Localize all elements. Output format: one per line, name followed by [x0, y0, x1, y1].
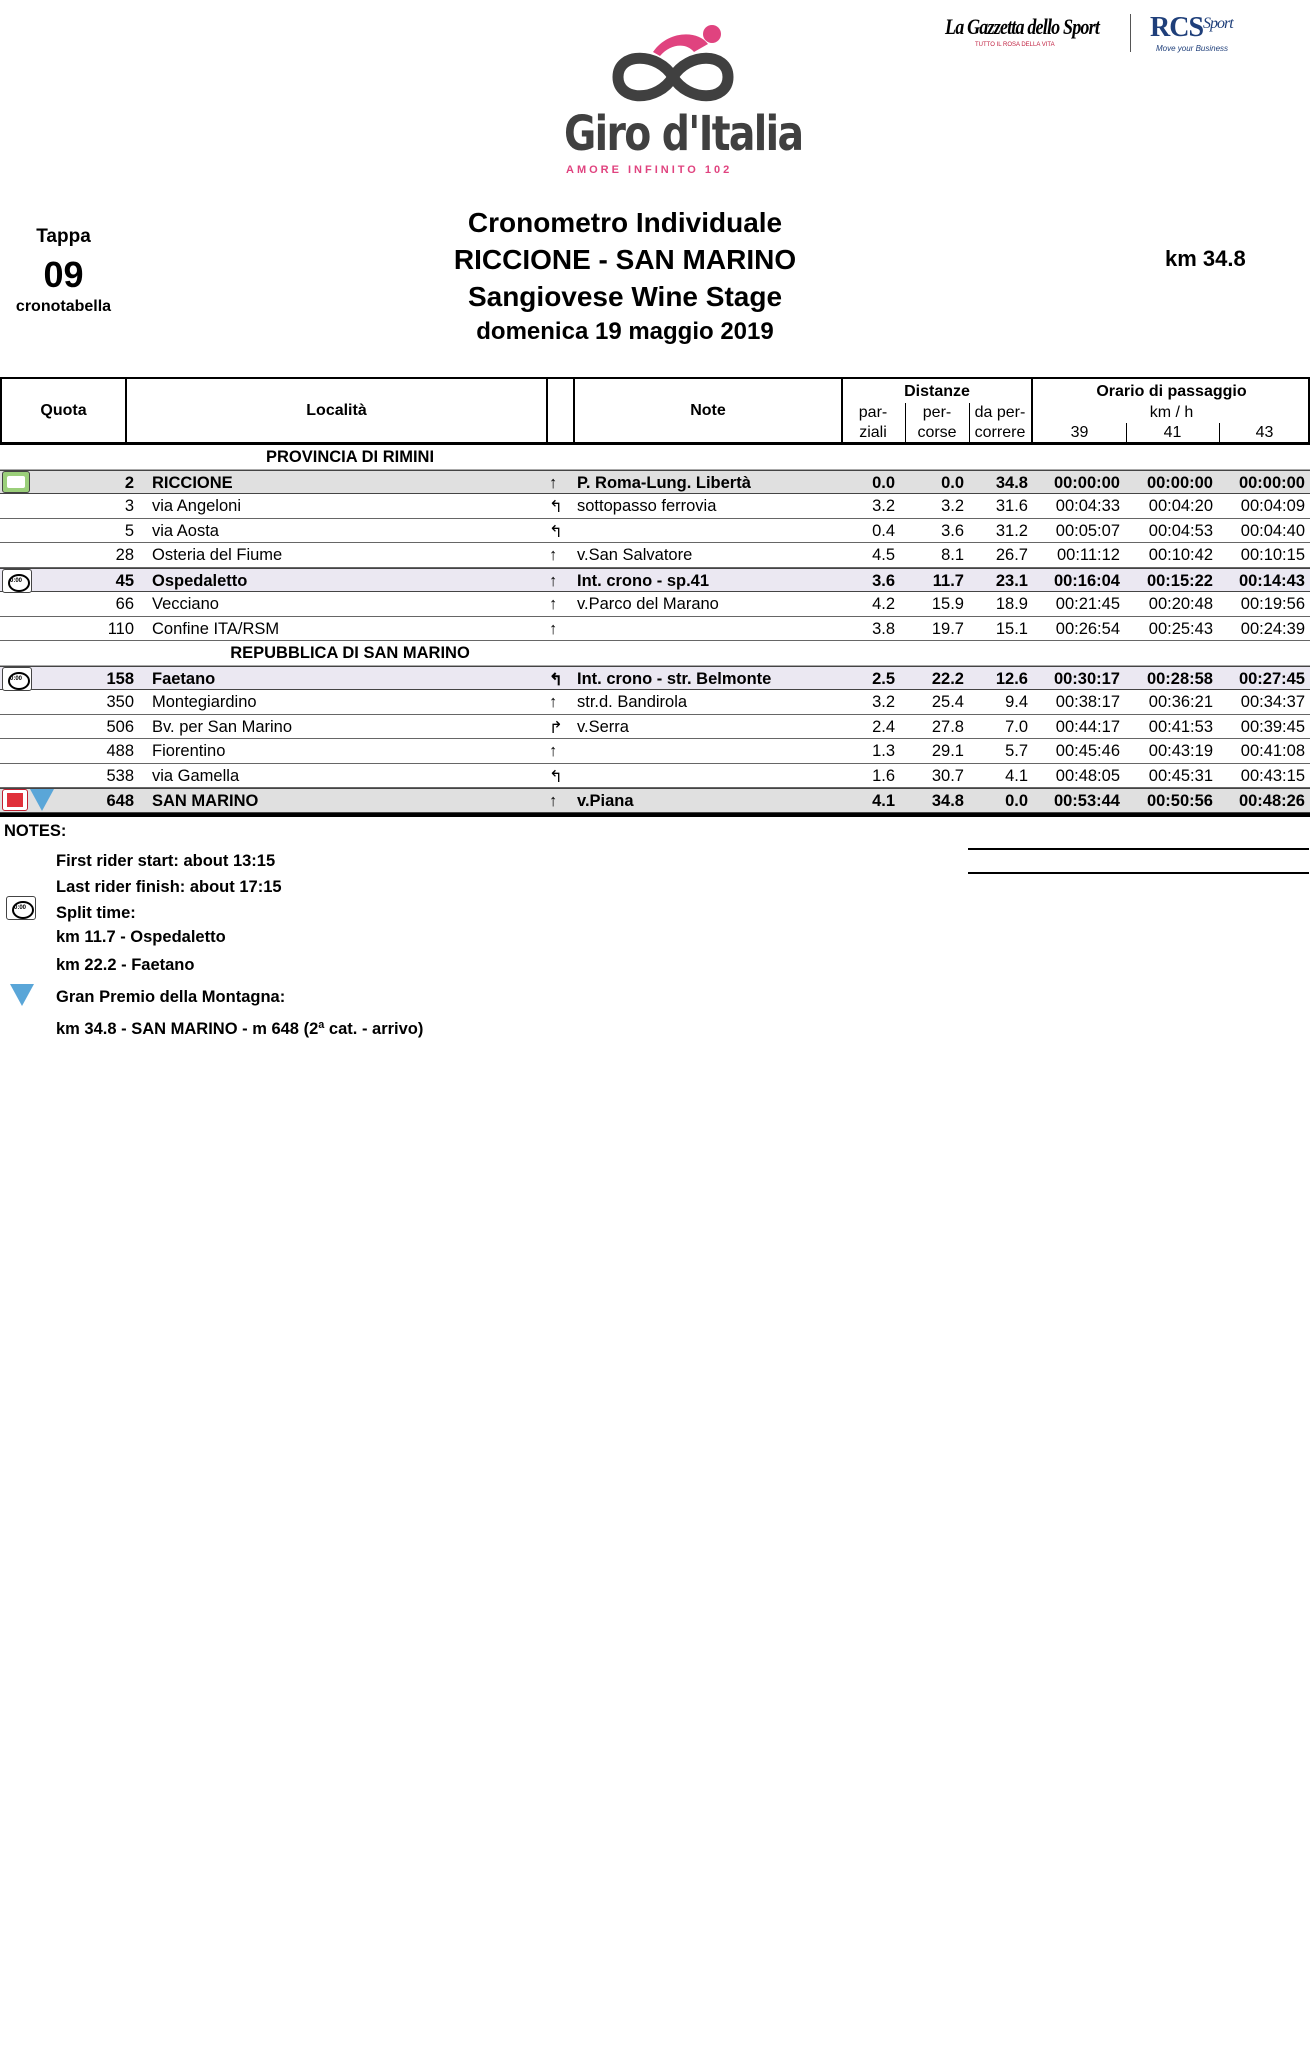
region-label: PROVINCIA DI RIMINI: [265, 448, 435, 466]
gazzetta-brand: La Gazzetta dello Sport: [945, 14, 1100, 39]
cell-parziali: 4.2: [872, 595, 895, 613]
stage-number: 09: [43, 254, 84, 295]
cell-time-43: 00:27:45: [1238, 669, 1305, 688]
cell-quota: 5: [124, 521, 134, 540]
cell-localita: Montegiardino: [152, 693, 257, 711]
cell-da-percorrere: 15.1: [995, 619, 1028, 638]
cell-time-41: 00:28:58: [1146, 669, 1213, 688]
header-speed-41: 41: [1163, 424, 1182, 441]
table-row: [0, 764, 1310, 789]
cell-da-percorrere: 4.1: [1005, 766, 1028, 785]
gpm-triangle-icon: [10, 984, 34, 1006]
cell-parziali: 3.2: [872, 497, 895, 515]
cell-note: P. Roma-Lung. Libertà: [577, 473, 751, 492]
rcs-logo: [1150, 12, 1245, 56]
cell-parziali: 1.6: [872, 766, 895, 785]
cell-localita: Confine ITA/RSM: [152, 619, 280, 638]
cell-time-39: 00:00:00: [1053, 473, 1120, 492]
header-percorse-1: per-: [922, 404, 952, 421]
stage-date: domenica 19 maggio 2019: [476, 318, 774, 345]
table-row: [0, 543, 1310, 568]
cell-localita: RICCIONE: [152, 473, 233, 492]
cell-parziali: 3.2: [872, 693, 895, 711]
note-gpm-1: km 34.8 - SAN MARINO - m 648 (2ª cat. - arrivo): [56, 1020, 424, 1038]
cell-time-43: 00:04:09: [1240, 497, 1305, 515]
cell-percorse: 15.9: [931, 595, 964, 613]
direction-arrow-icon: ↑: [549, 473, 558, 492]
cell-time-41: 00:45:31: [1148, 766, 1213, 785]
cell-time-43: 00:41:08: [1240, 742, 1305, 760]
notes-rule-1: [968, 848, 1309, 850]
cell-localita: via Aosta: [152, 521, 219, 540]
header-kmh: km / h: [1149, 404, 1194, 421]
stage-type: Cronometro Individuale: [467, 207, 783, 238]
cell-time-43: 00:00:00: [1238, 473, 1305, 492]
header-quota: Quota: [40, 402, 87, 419]
cell-quota: 28: [115, 546, 134, 564]
direction-arrow-icon: ↰: [549, 522, 563, 541]
cell-localita: via Angeloni: [152, 497, 241, 515]
cell-quota: 3: [124, 497, 134, 515]
cell-time-39: 00:53:44: [1053, 792, 1120, 810]
finish-gpm-icon: [2, 789, 54, 816]
table-row: [0, 568, 1310, 593]
cell-localita: Bv. per San Marino: [152, 717, 293, 736]
cell-time-39: 00:48:05: [1055, 766, 1120, 785]
direction-arrow-icon: ↑: [549, 792, 558, 810]
cell-note: v.San Salvatore: [577, 546, 693, 564]
direction-arrow-icon: ↑: [549, 595, 558, 613]
cell-parziali: 3.6: [872, 571, 895, 590]
cell-time-39: 00:11:12: [1056, 546, 1120, 564]
table-row: [0, 494, 1310, 519]
cell-time-39: 00:21:45: [1055, 595, 1120, 613]
cell-quota: 488: [106, 742, 134, 760]
table-header: [0, 377, 1310, 445]
header-dapercorrere-2: correre: [974, 424, 1026, 441]
stage-name: Sangiovese Wine Stage: [467, 281, 783, 312]
cell-time-43: 00:19:56: [1240, 595, 1305, 613]
cell-time-41: 00:15:22: [1146, 571, 1213, 590]
cell-da-percorrere: 9.4: [1005, 693, 1028, 711]
cell-quota: 648: [106, 792, 134, 810]
header-percorse-2: corse: [917, 424, 957, 441]
cell-da-percorrere: 31.2: [995, 521, 1028, 540]
giro-logo: [560, 22, 803, 182]
region-row: [0, 445, 1310, 470]
rcs-brand-suffix: Sport: [1203, 15, 1233, 32]
sponsor-divider: [1130, 14, 1131, 52]
table-row: [0, 715, 1310, 740]
cell-percorse: 8.1: [941, 546, 964, 564]
cell-parziali: 4.1: [872, 792, 895, 810]
cell-time-41: 00:50:56: [1146, 792, 1213, 810]
cell-quota: 66: [115, 595, 134, 613]
cell-quota: 350: [106, 693, 134, 711]
cell-quota: 2: [124, 473, 134, 492]
cell-da-percorrere: 7.0: [1005, 717, 1028, 736]
direction-arrow-icon: ↑: [549, 571, 558, 590]
cell-time-41: 00:10:42: [1148, 546, 1213, 564]
note-first-start: First rider start: about 13:15: [56, 852, 276, 870]
cell-note: sottopasso ferrovia: [577, 497, 717, 515]
cell-percorse: 0.0: [941, 473, 964, 492]
cell-da-percorrere: 23.1: [995, 571, 1028, 590]
cell-time-41: 00:20:48: [1148, 595, 1213, 613]
cell-quota: 506: [106, 717, 134, 736]
direction-arrow-icon: ↑: [549, 546, 558, 564]
cell-percorse: 3.6: [941, 521, 964, 540]
region-label: REPUBBLICA DI SAN MARINO: [230, 644, 470, 662]
table-row: [0, 690, 1310, 715]
cell-quota: 538: [106, 766, 134, 785]
table-bottom-rule: [0, 813, 1310, 817]
cell-parziali: 0.0: [872, 473, 895, 492]
note-split-1: km 11.7 - Ospedaletto: [56, 928, 226, 946]
rcs-brand: [1150, 12, 1245, 44]
header-dapercorrere-1: da per-: [974, 404, 1026, 421]
table-row: [0, 592, 1310, 617]
cell-localita: Fiorentino: [152, 742, 226, 760]
stage-sublabel: cronotabella: [15, 298, 112, 315]
cell-time-39: 00:04:33: [1055, 497, 1120, 515]
header-localita: Località: [306, 402, 367, 419]
logo-tagline: AMORE INFINITO 102: [566, 164, 733, 176]
cell-localita: SAN MARINO: [152, 792, 259, 810]
direction-arrow-icon: ↰: [549, 767, 563, 786]
cell-parziali: 2.5: [872, 669, 895, 688]
table-row: [0, 617, 1310, 642]
table-row: [0, 739, 1310, 764]
cell-da-percorrere: 18.9: [995, 595, 1028, 613]
cell-percorse: 27.8: [931, 717, 964, 736]
cell-time-41: 00:25:43: [1148, 619, 1213, 638]
cell-time-43: 00:48:26: [1238, 792, 1305, 810]
cell-note: Int. crono - sp.41: [577, 571, 710, 590]
header-note: Note: [690, 402, 726, 419]
cell-localita: via Gamella: [152, 766, 240, 785]
table-row: [0, 788, 1310, 813]
cell-parziali: 4.5: [872, 546, 895, 564]
header-orario: Orario di passaggio: [1096, 383, 1247, 400]
cell-localita: Vecciano: [152, 595, 219, 613]
cell-parziali: 1.3: [872, 742, 895, 760]
cell-localita: Osteria del Fiume: [152, 546, 283, 564]
stage-title-block: [380, 204, 870, 349]
cell-note: v.Serra: [577, 717, 629, 736]
stage-label: Tappa: [36, 226, 91, 247]
note-last-finish: Last rider finish: about 17:15: [56, 878, 282, 896]
stage-number-block: [6, 226, 121, 316]
notes-section: [4, 822, 424, 1038]
cell-time-41: 00:36:21: [1148, 693, 1213, 711]
header-distanze: Distanze: [904, 383, 970, 400]
cell-percorse: 29.1: [931, 742, 964, 760]
table-row: [0, 666, 1310, 691]
cell-da-percorrere: 5.7: [1005, 742, 1028, 760]
note-gpm-label: Gran Premio della Montagna:: [56, 988, 286, 1006]
cell-note: v.Parco del Marano: [577, 595, 719, 613]
cell-quota: 110: [107, 619, 134, 638]
timetable: [0, 377, 1310, 817]
cell-time-43: 00:10:15: [1240, 546, 1305, 564]
direction-arrow-icon: ↱: [549, 718, 563, 737]
cell-time-43: 00:04:40: [1240, 521, 1305, 540]
direction-arrow-icon: ↰: [549, 670, 563, 689]
cell-percorse: 19.7: [931, 619, 964, 638]
cell-note: str.d. Bandirola: [577, 693, 688, 711]
cell-time-39: 00:38:17: [1055, 693, 1120, 711]
cell-time-43: 00:34:37: [1240, 693, 1305, 711]
cell-da-percorrere: 0.0: [1005, 792, 1028, 810]
cell-da-percorrere: 34.8: [995, 473, 1028, 492]
cell-time-43: 00:24:39: [1240, 619, 1305, 638]
stage-distance: km 34.8: [1165, 246, 1246, 271]
cyclist-logo-icon: [598, 22, 748, 112]
cell-percorse: 3.2: [941, 497, 964, 515]
stopwatch-icon: [6, 896, 36, 920]
header-parziali-2: ziali: [859, 424, 887, 441]
cell-percorse: 34.8: [931, 792, 964, 810]
cell-time-39: 00:05:07: [1055, 521, 1120, 540]
cell-time-39: 00:30:17: [1053, 669, 1120, 688]
cell-note: Int. crono - str. Belmonte: [577, 669, 772, 688]
cell-parziali: 3.8: [872, 619, 895, 638]
table-row: [0, 519, 1310, 544]
region-row: [0, 641, 1310, 666]
cell-time-43: 00:14:43: [1238, 571, 1305, 590]
rcs-sub: Move your Business: [1156, 44, 1229, 53]
cell-time-43: 00:43:15: [1240, 766, 1305, 785]
direction-arrow-icon: ↑: [549, 742, 558, 760]
header-parziali-1: par-: [858, 404, 888, 421]
cell-percorse: 25.4: [931, 693, 964, 711]
cell-time-41: 00:04:53: [1148, 521, 1213, 540]
cell-time-39: 00:26:54: [1055, 619, 1120, 638]
cell-da-percorrere: 12.6: [995, 669, 1028, 688]
header-speed-43: 43: [1255, 424, 1274, 441]
cell-da-percorrere: 26.7: [995, 546, 1028, 564]
cell-quota: 45: [115, 571, 134, 590]
cell-time-39: 00:45:46: [1055, 742, 1120, 760]
cell-time-41: 00:00:00: [1146, 473, 1213, 492]
rcs-brand-main: RCS: [1150, 12, 1204, 43]
cell-localita: Faetano: [152, 669, 216, 688]
direction-arrow-icon: ↑: [549, 693, 558, 711]
stage-route: RICCIONE - SAN MARINO: [453, 244, 797, 275]
notes-heading: NOTES:: [4, 822, 67, 840]
gazzetta-sub: TUTTO IL ROSA DELLA VITA: [975, 42, 1055, 48]
cell-parziali: 0.4: [872, 521, 895, 540]
cell-time-41: 00:04:20: [1148, 497, 1213, 515]
cell-time-43: 00:39:45: [1240, 717, 1305, 736]
cell-parziali: 2.4: [872, 717, 895, 736]
gazzetta-logo: [945, 14, 1115, 58]
direction-arrow-icon: ↰: [549, 498, 563, 516]
cell-time-41: 00:41:53: [1148, 717, 1213, 736]
cell-time-39: 00:16:04: [1053, 571, 1120, 590]
cell-note: v.Piana: [577, 792, 634, 810]
notes-rule-2: [968, 872, 1309, 874]
direction-arrow-icon: ↑: [549, 619, 558, 638]
note-split-label: Split time:: [56, 904, 136, 922]
cell-localita: Ospedaletto: [152, 571, 248, 590]
cell-percorse: 22.2: [931, 669, 964, 688]
note-split-2: km 22.2 - Faetano: [56, 956, 195, 974]
table-body: [0, 445, 1310, 813]
cell-percorse: 30.7: [931, 766, 964, 785]
cell-time-41: 00:43:19: [1148, 742, 1213, 760]
header-speed-39: 39: [1070, 424, 1089, 441]
cell-percorse: 11.7: [932, 571, 964, 590]
logo-wordmark: Giro d'Italia: [564, 106, 803, 162]
cell-da-percorrere: 31.6: [995, 497, 1028, 515]
cell-quota: 158: [106, 669, 134, 688]
table-row: [0, 470, 1310, 495]
cell-time-39: 00:44:17: [1055, 717, 1120, 736]
